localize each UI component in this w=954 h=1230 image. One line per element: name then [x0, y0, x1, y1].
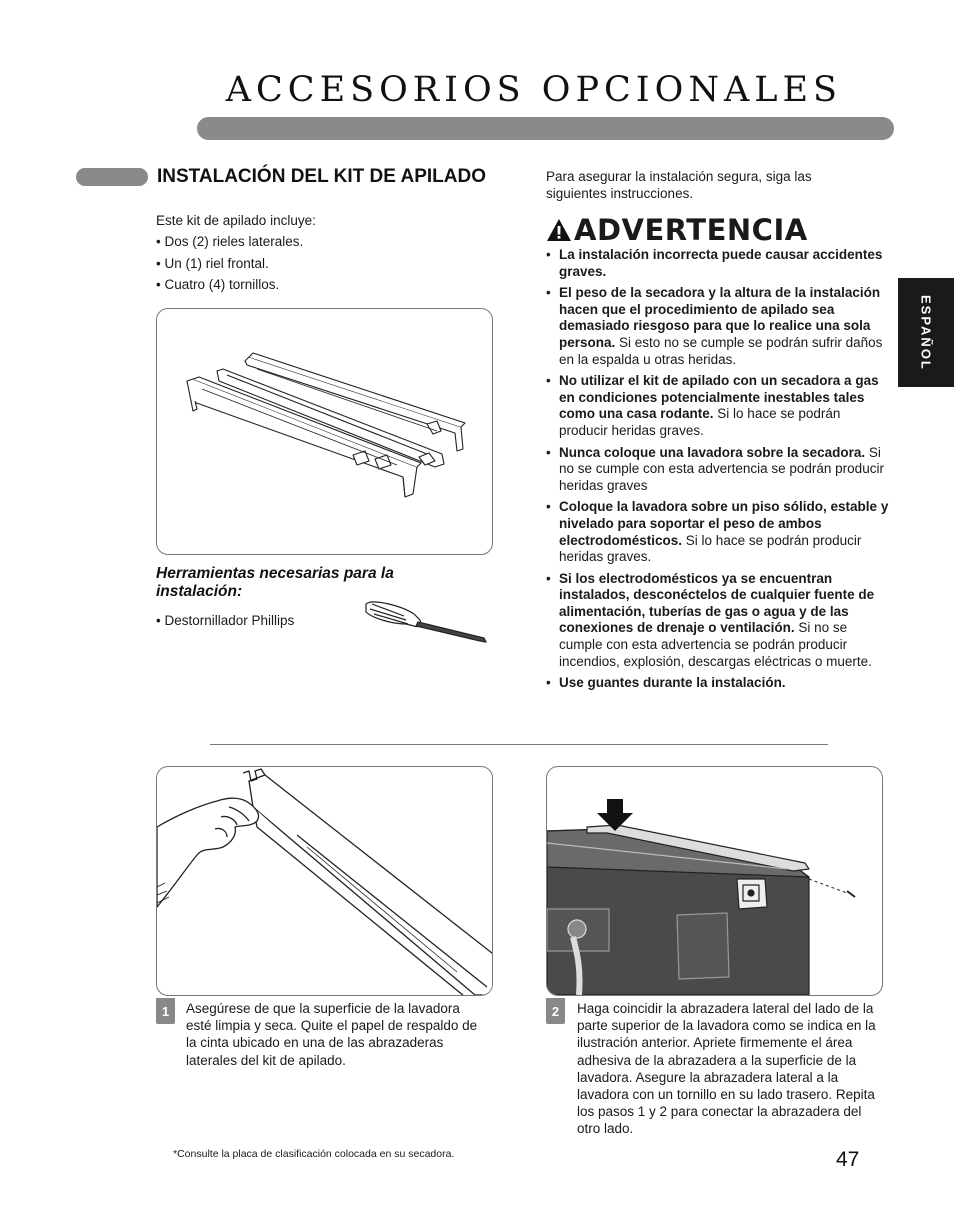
hand-attaching-rail-illustration — [157, 767, 492, 995]
kit-item: • Cuatro (4) tornillos. — [156, 274, 303, 296]
section-heading: INSTALACIÓN DEL KIT DE APILADO — [157, 166, 486, 187]
warning-item: • El peso de la secadora y la altura de la instalación hacen que el procedimiento de apilado sea demasiado riesgoso para que lo realice una sola persona. Si esto no se cumple se podrán sufrir daños en la espalda u otras heridas. — [546, 285, 891, 368]
screwdriver-icon — [362, 596, 490, 646]
language-tab-label: ESPAÑOL — [918, 294, 934, 371]
warning-triangle-icon — [546, 218, 572, 242]
warning-item: • Use guantes durante la instalación. — [546, 675, 891, 692]
stacking-rails-illustration — [157, 309, 492, 554]
title-bar — [197, 117, 894, 140]
warning-intro: Para asegurar la instalación segura, siga las siguientes instrucciones. — [546, 169, 812, 201]
warning-title-text: ADVERTENCIA — [574, 213, 808, 247]
step-2-badge: 2 — [546, 998, 565, 1024]
kit-item: • Un (1) riel frontal. — [156, 253, 303, 275]
language-tab — [898, 278, 954, 387]
section-divider — [210, 744, 828, 745]
warning-item: • No utilizar el kit de apilado con un secadora a gas en condiciones potencialmente inestables tales como una casa rodante. Si lo hace se podrán producir heridas graves. — [546, 373, 891, 439]
step-1-illustration-frame — [156, 766, 493, 996]
tools-item: • Destornillador Phillips — [156, 613, 295, 628]
page-title: ACCESORIOS OPCIONALES — [225, 70, 842, 110]
section-pill — [76, 168, 148, 186]
step-2-text: Haga coincidir la abrazadera lateral del lado de la parte superior de la lavadora como se indica en la ilustración anterior. Apriete firmemente el área adhesiva de la abrazadera a la superficie de la lavadora. Asegure la abrazadera lateral a la lavadora con un tornillo en su lado trasero. Repita los pasos 1 y 2 para conectar la abrazadera del otro lado. — [577, 1001, 876, 1137]
kit-intro: Este kit de apilado incluye: — [156, 213, 316, 228]
warning-list — [546, 247, 891, 697]
washer-top-bracket-illustration — [547, 767, 882, 995]
step-1-text: Asegúrese de que la superficie de la lavadora esté limpia y seca. Quite el papel de respaldo de la cinta ubicado en una de las abrazaderas laterales del kit de apilado. — [186, 1001, 478, 1068]
step-1-badge: 1 — [156, 998, 175, 1024]
warning-title — [546, 213, 808, 247]
footnote: *Consulte la placa de clasificación colocada en su secadora. — [173, 1148, 455, 1160]
warning-item: • La instalación incorrecta puede causar accidentes graves. — [546, 247, 891, 280]
kit-illustration-frame — [156, 308, 493, 555]
warning-item: • Coloque la lavadora sobre un piso sólido, estable y nivelado para soportar el peso de ambos electrodomésticos. Si lo hace se podrán producir heridas graves. — [546, 499, 891, 565]
warning-item: • Si los electrodomésticos ya se encuentran instalados, desconéctelos de cualquier fuente de alimentación, tuberías de gas o agua y de las conexiones de drenaje o ventilación. Si no se cumple con esta advertencia se podrán producir incendios, explosión, descargas eléctricas o muerte. — [546, 571, 891, 671]
kit-contents-list — [156, 231, 303, 296]
page-number: 47 — [836, 1148, 860, 1171]
tools-heading: Herramientas necesarias para la instalación: — [156, 565, 394, 600]
kit-item: • Dos (2) rieles laterales. — [156, 231, 303, 253]
warning-item: • Nunca coloque una lavadora sobre la secadora. Si no se cumple con esta advertencia se podrán producir heridas graves — [546, 445, 891, 495]
step-2-illustration-frame — [546, 766, 883, 996]
